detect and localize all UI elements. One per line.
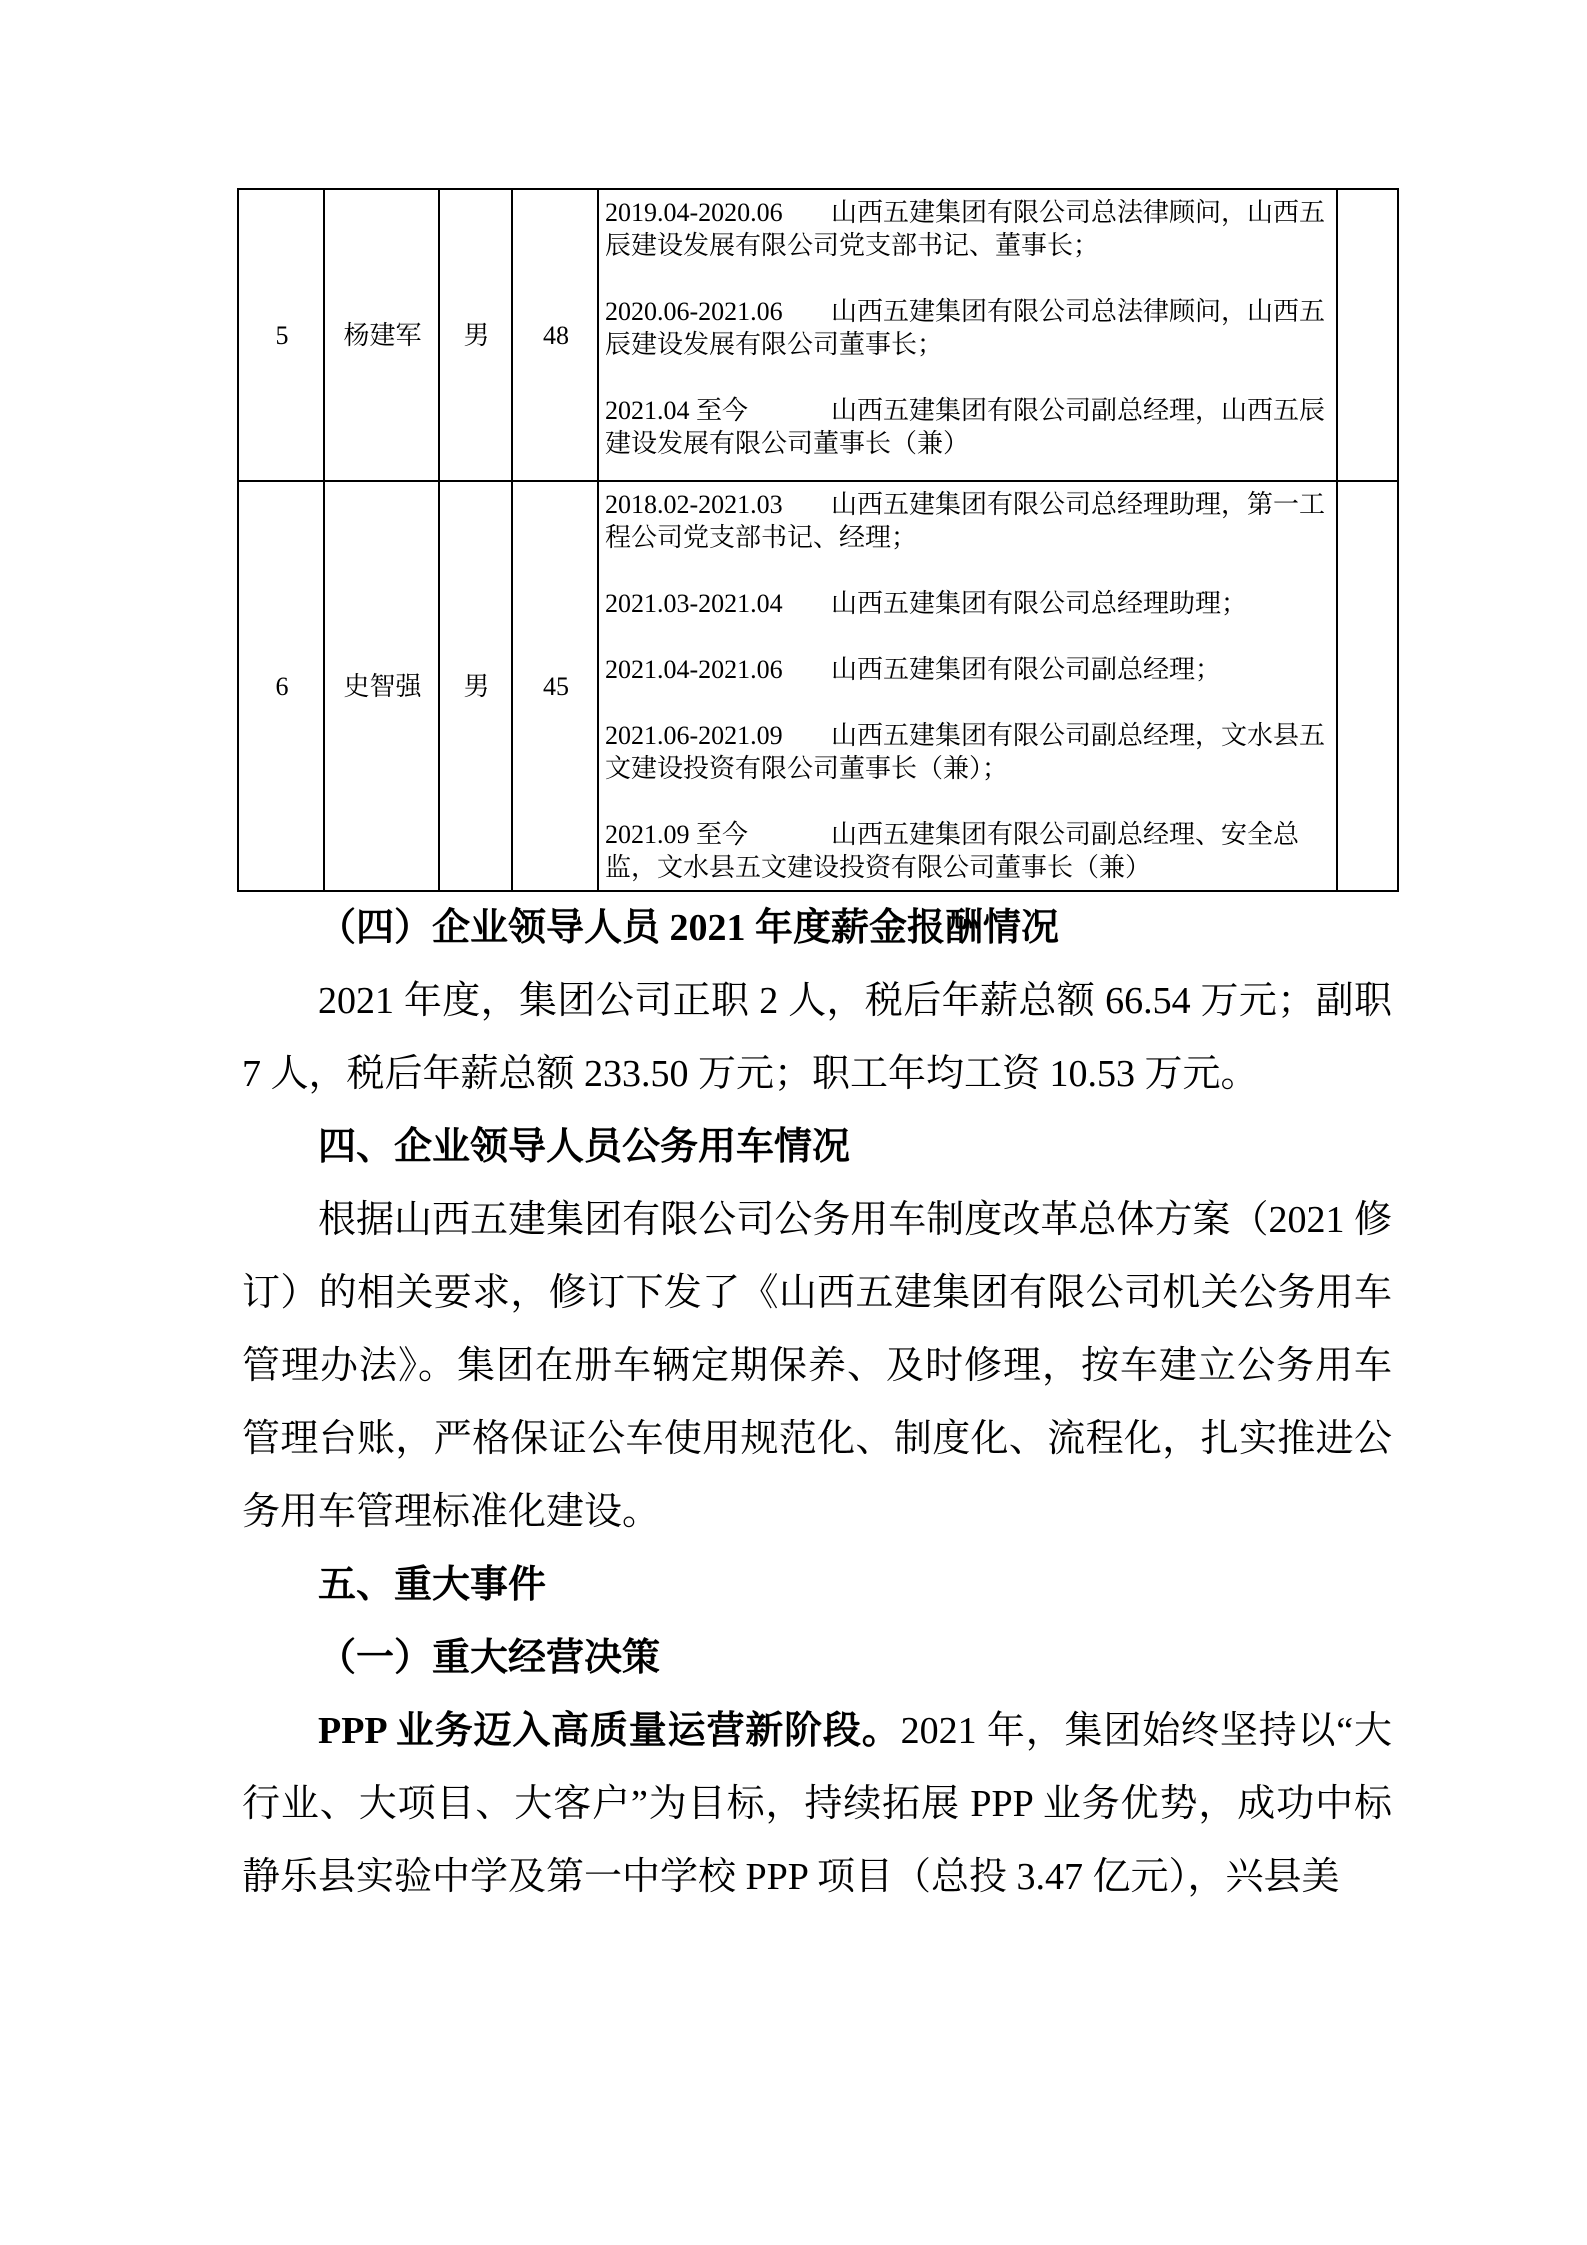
history-date: 2021.04-2021.06: [605, 655, 783, 684]
history-date: 2021.06-2021.09: [605, 721, 783, 750]
history-entry: [605, 719, 1332, 785]
ppp-lead-in: PPP 业务迈入高质量运营新阶段。: [318, 1710, 901, 1752]
history-desc: 山西五建集团有限公司总法律顾问，山西五辰建设发展有限公司董事长；: [605, 297, 1326, 359]
history-date: 2018.02-2021.03: [605, 490, 783, 519]
cell-no: 5: [238, 189, 324, 481]
history-desc: 山西五建集团有限公司总法律顾问，山西五辰建设发展有限公司党支部书记、董事长；: [605, 198, 1326, 260]
history-desc: 山西五建集团有限公司副总经理，文水县五文建设投资有限公司董事长（兼）；: [605, 721, 1326, 783]
cell-blank: [1337, 189, 1398, 481]
cell-age: 48: [512, 189, 598, 481]
history-date: 2019.04-2020.06: [605, 198, 783, 227]
ppp-body-text: 2021 年，集团始终坚持以“大行业、大项目、大客户”为目标，持续拓展 PPP 业务优势，成功中标静乐县实验中学及第一中学校 PPP 项目（总投 3.47 亿元），兴县美: [242, 1710, 1392, 1898]
history-date: 2021.09 至今: [605, 820, 749, 849]
paragraph-vehicle: 根据山西五建集团有限公司公务用车制度改革总体方案（2021 修订）的相关要求，修订下发了《山西五建集团有限公司机关公务用车管理办法》。集团在册车辆定期保养、及时修理，按车建立公务用车管理台账，严格保证公车使用规范化、制度化、流程化，扎实推进公务用车管理标准化建设。: [242, 1199, 1392, 1533]
history-date: 2021.03-2021.04: [605, 589, 783, 618]
paragraph-ppp: [242, 1695, 1392, 1914]
history-desc: 山西五建集团有限公司副总经理、安全总监，文水县五文建设投资有限公司董事长（兼）: [605, 820, 1300, 882]
cell-gender: 男: [439, 189, 512, 481]
heading-salary-section: （四）企业领导人员 2021 年度薪金报酬情况: [318, 907, 1060, 949]
heading-business-decision: （一）重大经营决策: [318, 1637, 661, 1679]
cell-name: 杨建军: [324, 189, 439, 481]
leadership-table: [237, 188, 1399, 892]
heading-vehicle-section: 四、企业领导人员公务用车情况: [318, 1126, 851, 1168]
history-desc: 山西五建集团有限公司副总经理；: [831, 655, 1222, 684]
heading-major-events: 五、重大事件: [318, 1564, 547, 1606]
cell-no: 6: [238, 481, 324, 891]
history-desc: 山西五建集团有限公司总经理助理；: [831, 589, 1248, 618]
history-entry: [605, 818, 1332, 884]
history-date: 2021.04 至今: [605, 396, 749, 425]
history-entry: [605, 587, 1332, 620]
cell-blank: [1337, 481, 1398, 891]
history-entry: [605, 196, 1332, 262]
cell-career-history: [598, 189, 1337, 481]
history-entry: [605, 653, 1332, 686]
history-desc: 山西五建集团有限公司总经理助理，第一工程公司党支部书记、经理；: [605, 490, 1326, 552]
cell-name: 史智强: [324, 481, 439, 891]
history-date: 2020.06-2021.06: [605, 297, 783, 326]
cell-career-history: [598, 481, 1337, 891]
cell-age: 45: [512, 481, 598, 891]
history-entry: [605, 488, 1332, 554]
history-entry: [605, 295, 1332, 361]
paragraph-salary: 2021 年度，集团公司正职 2 人，税后年薪总额 66.54 万元；副职 7 人，税后年薪总额 233.50 万元；职工年均工资 10.53 万元。: [242, 980, 1392, 1095]
document-body: [242, 892, 1392, 1914]
history-desc: 山西五建集团有限公司副总经理，山西五辰建设发展有限公司董事长（兼）: [605, 396, 1326, 458]
cell-gender: 男: [439, 481, 512, 891]
table-row: [238, 481, 1398, 891]
table-row: [238, 189, 1398, 481]
history-entry: [605, 394, 1332, 460]
